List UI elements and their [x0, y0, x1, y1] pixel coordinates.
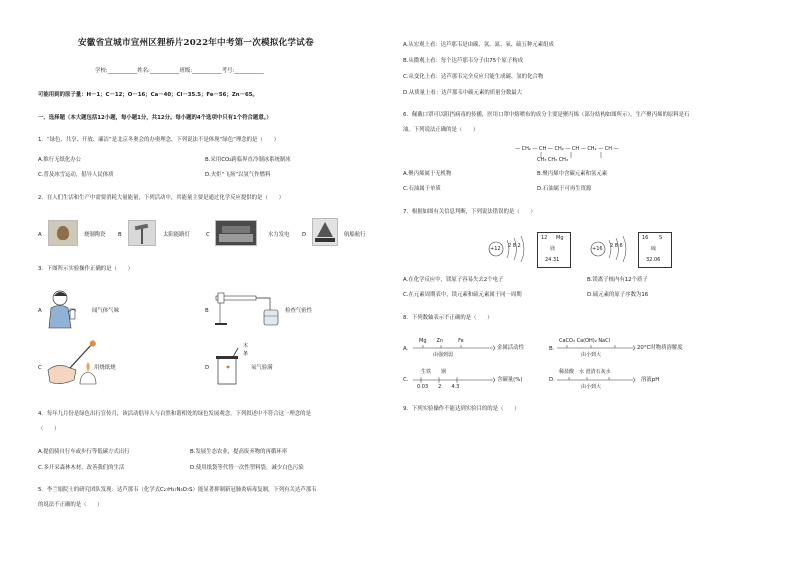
question-stem: 4．每年九月份是绿色出行宣传月，该活动倡导人与自然和谐相处的绿色发展观念。下列叙述中不符合这一理念的是: [38, 411, 311, 417]
s-name: 硫: [651, 246, 657, 252]
option-b-letter: B.: [549, 346, 555, 352]
option-a-label: 闻气体气味: [92, 308, 119, 314]
s-electron-shells: 2 8 6: [610, 243, 623, 249]
option-b: B.从微观上看：每个达芦那韦分子由75个原子构成: [403, 58, 524, 64]
hydropower-dam-image: [215, 220, 257, 246]
oxygen-full-check-illustration: [214, 346, 244, 386]
student-info-fields: 学校:___________姓名:___________班级:___________考号:___________: [95, 68, 264, 74]
option-d: D.硫元素的原子序数为16: [587, 292, 649, 298]
option-c-letter: C: [38, 365, 42, 371]
option-b: B.发展生态农业，提高废弃物的再循环率: [190, 449, 288, 455]
option-c-letter: C: [206, 232, 210, 238]
option-c: C.从变化上看：达芦那韦完全反应只能生成碳、氢的化合物: [403, 74, 544, 80]
option-d-letter: D: [302, 232, 307, 238]
pottery-kiln-image: [48, 220, 78, 246]
option-d-letter: D.: [549, 377, 555, 383]
option-c-label: 水力发电: [268, 232, 290, 238]
question-stem: 7．根据如图有关信息判断，下列说法错误的是（ ）: [403, 209, 536, 215]
option-d: D.使用纸袋等代替一次性塑料袋，减少白色污染: [190, 465, 304, 471]
question-stem: 3．下图所示实验操作正确的是（ ）: [38, 266, 134, 272]
option-c: C.普及冰雪运动，倡导人民体质: [38, 172, 114, 178]
option-c-ticks-bottom: 0.03 2 4.3: [417, 384, 460, 390]
question-stem-cont: 油。下列说法正确的是（ ）: [403, 127, 479, 133]
mg-symbol: Mg: [556, 235, 564, 241]
question-stem: 5．李兰娟院士的研究团队发现：达芦那韦（化学式C₂₇H₃₇N₃O₇S）能显著抑制新冠肺炎病毒复制，下列有关达芦那韦: [38, 487, 317, 493]
option-b: B.聚丙烯中含碳元素和氢元素: [537, 171, 608, 177]
option-a-ticks: Mg Zn Fe: [419, 338, 464, 344]
option-d: D.火炬“飞扬”以氢气作燃料: [205, 172, 271, 178]
option-a: A.从宏观上看：达芦那韦是由碳、氢、氮、氧、硫五种元素组成: [403, 42, 554, 48]
polypropylene-methyl-groups: CH₃ CH₃ CH₃: [537, 157, 568, 163]
option-a-letter: A.: [403, 346, 409, 352]
option-b-label: 检查气密性: [285, 308, 312, 314]
option-a-label: 烧制陶瓷: [84, 232, 106, 238]
option-b-ticks: CaCO₃ Ca(OH)₂ NaCl: [559, 338, 611, 344]
option-d-axis: [557, 377, 635, 383]
mg-name: 镁: [550, 246, 556, 252]
question-stem: 6．佩戴口罩可以阻挡病毒的传播，医用口罩中熔喷布的成分主要是聚丙烯（部分结构如图所示），生产聚丙烯的原料是石: [403, 112, 690, 118]
option-b: B.镁离子核内有12个质子: [587, 277, 648, 283]
option-b-label: 太阳能路灯: [163, 232, 190, 238]
option-a-label: 金属活动性: [497, 345, 524, 351]
option-c-label: 用烧纸烧: [94, 365, 116, 371]
option-b-axis: [557, 345, 635, 351]
question-stem-cont: 的说法不正确的是（ ）: [38, 502, 103, 508]
mg-electron-shells: 2 8 2: [508, 243, 521, 249]
right-column: [397, 0, 794, 562]
page-title: 安徽省宣城市宣州区狸桥片2022年中考第一次模拟化学试卷: [78, 38, 314, 48]
option-a-axis: [413, 345, 495, 351]
option-d-label: 氧气验满: [251, 365, 273, 371]
option-c: C.在元素周期表中，镁元素和硫元素属于同一周期: [403, 292, 522, 298]
smelling-gas-illustration: [46, 288, 86, 328]
option-c: C.石油属于单质: [403, 186, 441, 192]
option-b: B.采用CO₂跨临界直冷制冰系统制冰: [205, 157, 291, 163]
option-a: A.提倡骑自行车或步行等低碳方式出行: [38, 449, 130, 455]
option-c-axis: [413, 377, 495, 383]
option-d: D.石油属于可再生资源: [537, 186, 592, 192]
option-a: A.在化学反应中，镁原子容易失去2个电子: [403, 277, 504, 283]
option-a-letter: A: [38, 308, 42, 314]
s-periodic-cell: [638, 232, 672, 268]
section-heading: 一、选择题（本大题包括12小题，每小题1分，共12分。每小题的4个选项中只有1个符合题意。）: [38, 115, 272, 121]
option-d-label: 溶液pH: [641, 377, 660, 383]
option-a-direction: 由强到弱: [433, 352, 454, 358]
mg-atomic-number: 12: [541, 235, 548, 241]
option-c: C.多开采森林木材，改善我们的生活: [38, 465, 125, 471]
option-a: A.聚丙烯属于无机物: [403, 171, 452, 177]
option-d-letter: D: [205, 365, 210, 371]
wooden-stick-tag: 木: [243, 343, 249, 349]
question-stem: 1．“绿色、共享、开放、廉洁”是北京冬奥会的办奥理念，下列说法不是体现“绿色”理念的是（ ）: [38, 137, 280, 143]
option-b-letter: B: [205, 308, 209, 314]
mg-periodic-cell: [537, 232, 571, 268]
option-d-direction: 由小到大: [581, 384, 602, 390]
airtightness-check-illustration: [214, 290, 294, 328]
polypropylene-chain: — CH₂ — CH — CH₂ — CH — CH₂ — CH —: [515, 146, 619, 152]
option-b-letter: B: [118, 232, 122, 238]
question-stem-cont: （ ）: [38, 426, 60, 432]
question-stem: 8．下列数轴表示不正确的是（ ）: [403, 315, 493, 321]
s-nucleus-charge: +16: [592, 246, 603, 252]
option-a: A.推行无纸化办公: [38, 157, 82, 163]
s-atomic-number: 16: [642, 235, 649, 241]
question-stem: 9．下列实验操作不能达到实验目的的是（ ）: [403, 406, 520, 412]
option-b-label: 20°C时物质溶解度: [637, 345, 683, 351]
option-d-ticks: 稀盐酸 水 澄清石灰水: [559, 369, 611, 375]
option-a-letter: A: [38, 232, 42, 238]
option-c-letter: C.: [403, 377, 409, 383]
atomic-masses-note: 可能用到的原子量：H－1；C－12；O－16；Ca－40；Cl－35.5；Fe－56；Zn－65。: [38, 92, 258, 98]
sailing-ship-image: [312, 218, 338, 246]
solar-street-light-image: [128, 220, 156, 246]
option-c-ticks-top: 生铁 钢: [421, 369, 447, 375]
option-d-label: 航船航行: [344, 232, 366, 238]
option-d: D.从质量上看：达芦那韦中碳元素的质量分数最大: [403, 90, 523, 96]
wooden-stick-tag-2: 条: [243, 351, 249, 357]
s-symbol: S: [659, 235, 663, 241]
mg-nucleus-charge: +12: [490, 246, 501, 252]
s-atomic-mass: 32.06: [646, 257, 661, 263]
mg-atomic-mass: 24.31: [545, 257, 560, 263]
option-c-label: 含碳量(%): [497, 377, 523, 383]
question-stem: 2．在人们生活和生产中需要消耗大量能量，下列活动中，其能量主要是通过化学反应提供的是（ ）: [38, 195, 285, 201]
option-b-direction: 由小到大: [581, 352, 602, 358]
